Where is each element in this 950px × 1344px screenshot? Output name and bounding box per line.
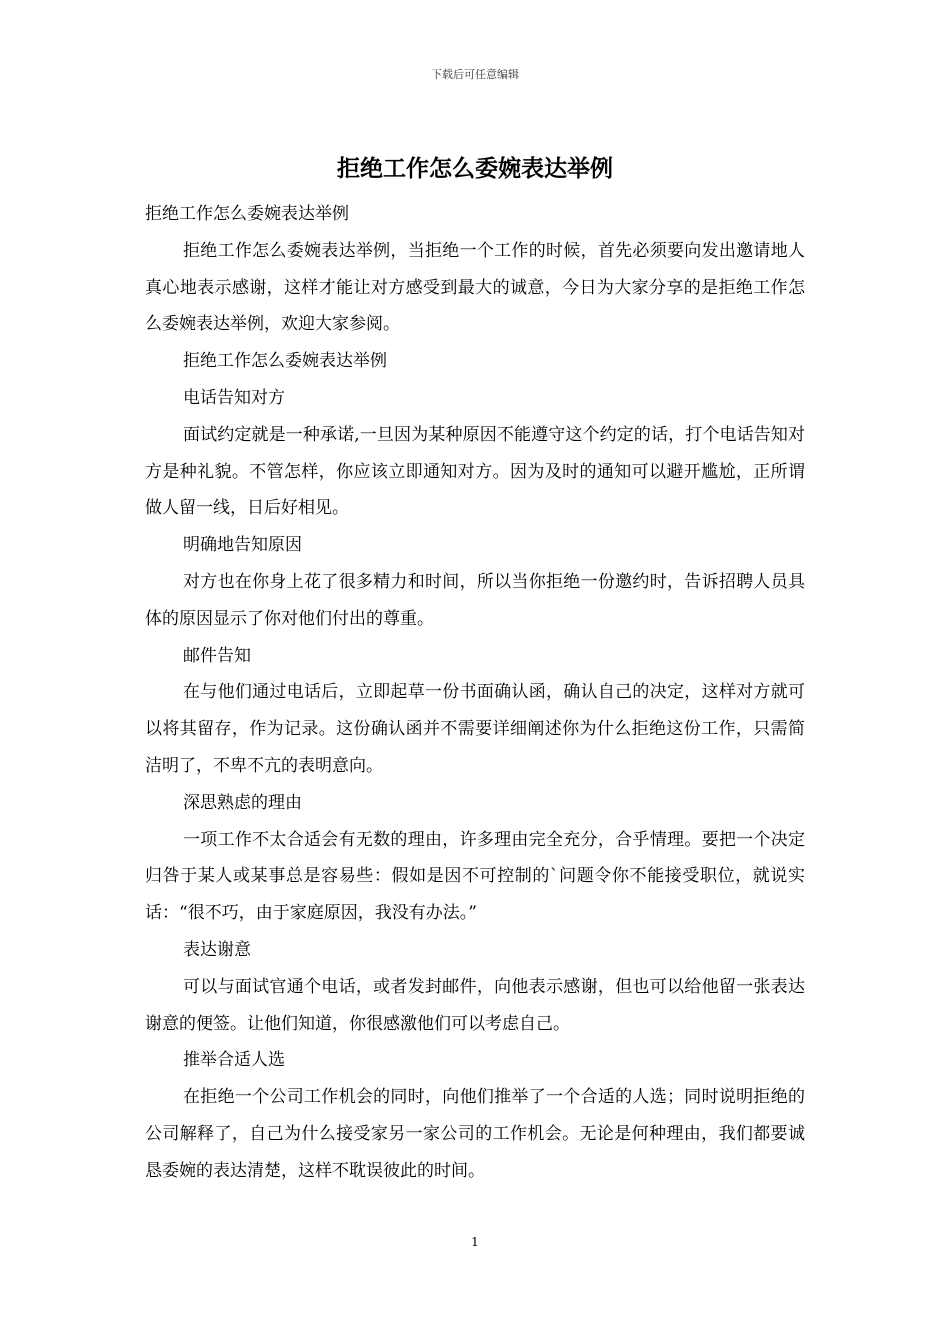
paragraph-recommend: 在拒绝一个公司工作机会的同时，向他们推举了一个合适的人选；同时说明拒绝的公司解释了，自己为什么接受家另一家公司的工作机会。无论是何种理由，我们都要诚恳委婉的表达清楚，这样不耽误彼此的时间。 — [145, 1087, 805, 1181]
subheading-thanks: 表达谢意 — [183, 939, 251, 960]
intro-paragraph: 拒绝工作怎么委婉表达举例，当拒绝一个工作的时候，首先必须要向发出邀请地人真心地表示感谢，这样才能让对方感受到最大的诚意，今日为大家分享的是拒绝工作怎么委婉表达举例，欢迎大家参阅。 — [145, 240, 805, 335]
subheading-email: 邮件告知 — [183, 645, 251, 666]
paragraph-thought: 一项工作不太合适会有无数的理由，许多理由完全充分，合乎情理。要把一个决定归咎于某人或某事总是容易些：假如是因不可控制的`问题令你不能接受职位，就说实话：“很不巧，由于家庭原因，我没有办法。” — [145, 829, 805, 924]
paragraph-email: 在与他们通过电话后，立即起草一份书面确认函，确认自己的决定，这样对方就可以将其留存，作为记录。这份确认函并不需要详细阐述你为什么拒绝这份工作，只需简洁明了，不卑不亢的表明意向。 — [145, 682, 805, 776]
subheading-recommend: 推举合适人选 — [183, 1050, 285, 1071]
page-number: 1 — [471, 1235, 479, 1249]
paragraph-phone: 面试约定就是一种承诺,一旦因为某种原因不能遵守这个约定的话，打个电话告知对方是种礼貌。不管怎样，你应该立即通知对方。因为及时的通知可以避开尴尬，正所谓做人留一线，日后好相见。 — [145, 424, 805, 519]
subheading-phone: 电话告知对方 — [183, 387, 285, 408]
subheading-reason: 明确地告知原因 — [183, 535, 302, 556]
subheading-thought: 深思熟虑的理由 — [183, 792, 302, 813]
subtitle-paragraph: 拒绝工作怎么委婉表达举例 — [145, 204, 349, 224]
page-header-note: 下载后可任意编辑 — [431, 68, 519, 81]
document-body — [145, 196, 805, 1190]
paragraph-thanks: 可以与面试官通个电话，或者发封邮件，向他表示感谢，但也可以给他留一张表达谢意的便签。让他们知道，你很感激他们可以考虑自己。 — [145, 976, 805, 1034]
section-heading: 拒绝工作怎么委婉表达举例 — [183, 351, 387, 372]
paragraph-reason: 对方也在你身上花了很多精力和时间，所以当你拒绝一份邀约时，告诉招聘人员具体的原因显示了你对他们付出的尊重。 — [145, 571, 805, 629]
document-title: 拒绝工作怎么委婉表达举例 — [337, 155, 613, 182]
